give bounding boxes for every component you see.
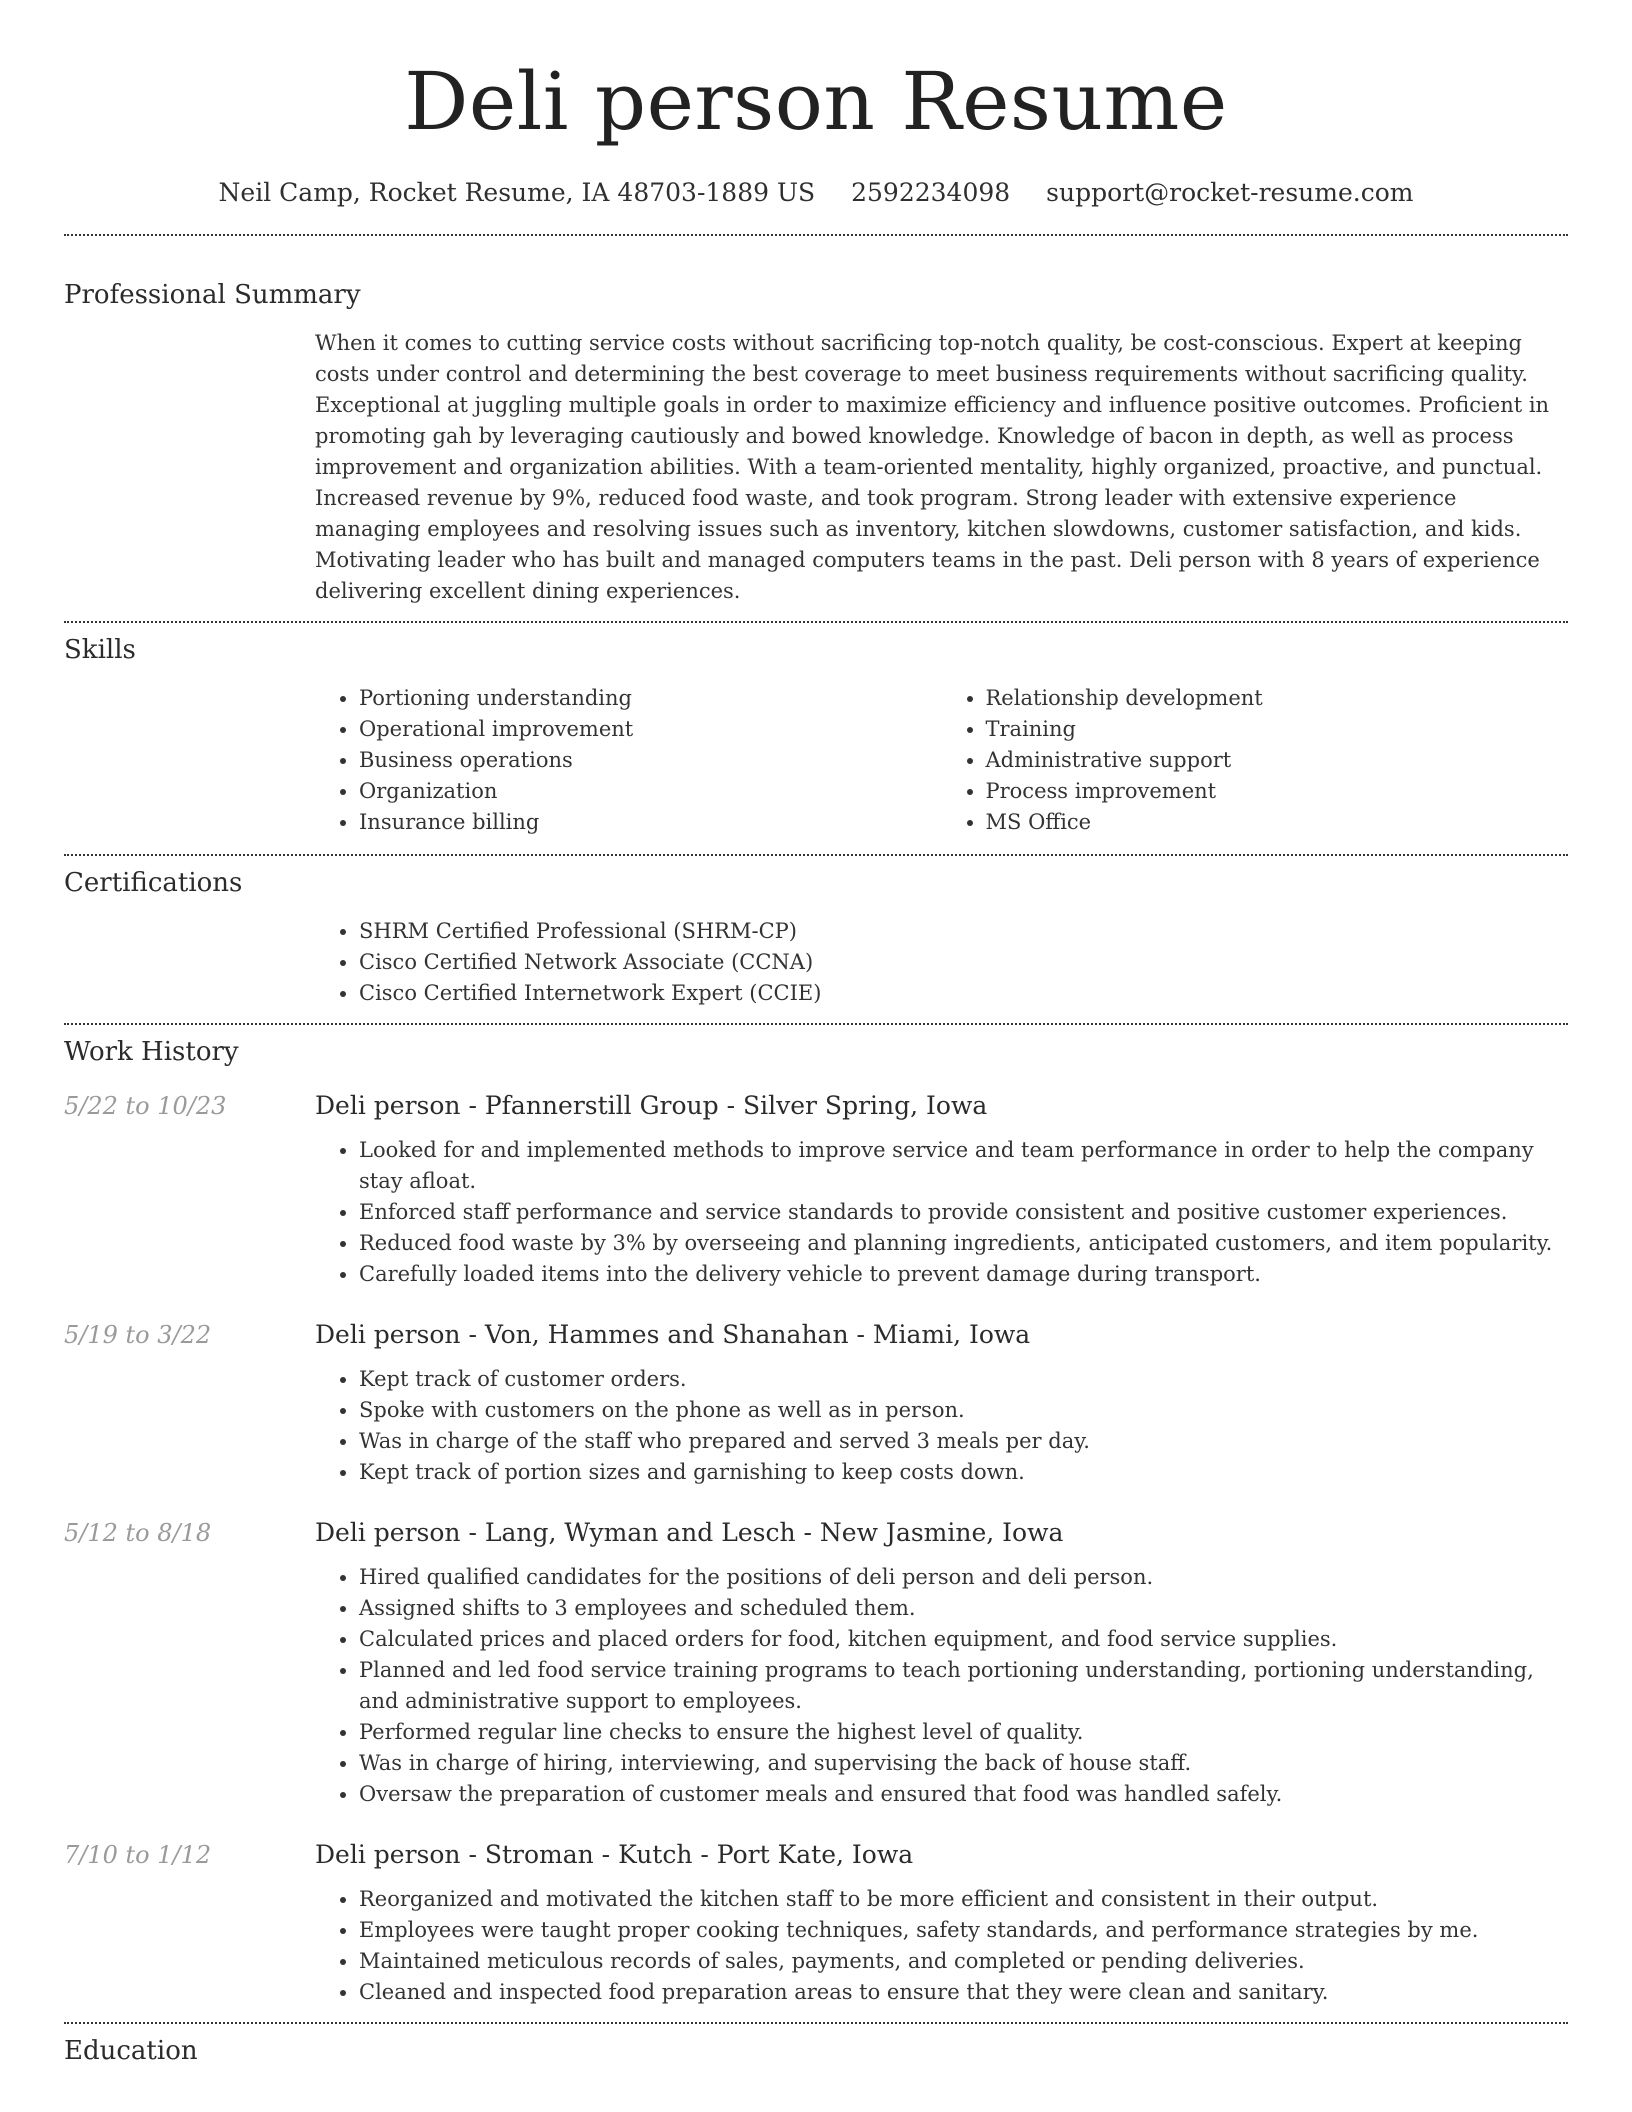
job-duty-item: • Spoke with customers on the phone as well as in person. [359, 1395, 1568, 1426]
job-duties [315, 1884, 1568, 2008]
job-title: Deli person - Lang, Wyman and Lesch - New Jasmine, Iowa [315, 1518, 1064, 1547]
job-duty-item: • Employees were taught proper cooking techniques, safety standards, and performance strategies by me. [359, 1915, 1568, 1946]
job-duty-item: • Calculated prices and placed orders for food, kitchen equipment, and food service supplies. [359, 1624, 1568, 1655]
skills-column-left [315, 683, 942, 838]
contact-email: support@rocket-resume.com [1046, 178, 1414, 207]
job-duty-item: • Assigned shifts to 3 employees and scheduled them. [359, 1593, 1568, 1624]
skill-item: • Insurance billing [359, 807, 942, 838]
certifications-heading: Certifications [64, 868, 243, 898]
divider [64, 1023, 1568, 1025]
job-duties [315, 1135, 1568, 1290]
divider [64, 854, 1568, 856]
job-duty-item: • Oversaw the preparation of customer meals and ensured that food was handled safely. [359, 1779, 1568, 1810]
divider [64, 621, 1568, 623]
job-duty-item: • Was in charge of hiring, interviewing, and supervising the back of house staff. [359, 1748, 1568, 1779]
job-entry [64, 1089, 1568, 1290]
job-entry [64, 1838, 1568, 2008]
job-duty-item: • Enforced staff performance and service standards to provide consistent and positive customer experiences. [359, 1197, 1568, 1228]
skill-item: • Operational improvement [359, 714, 942, 745]
job-duty-item: • Kept track of portion sizes and garnishing to keep costs down. [359, 1457, 1568, 1488]
certification-item: • SHRM Certified Professional (SHRM-CP) [359, 916, 1568, 947]
summary-heading: Professional Summary [64, 280, 361, 310]
job-duty-item: • Maintained meticulous records of sales, payments, and completed or pending deliveries. [359, 1946, 1568, 1977]
job-dates: 5/19 to 3/22 [64, 1321, 212, 1349]
contact-address: Neil Camp, Rocket Resume, IA 48703-1889 US [218, 178, 816, 207]
job-duty-item: • Planned and led food service training programs to teach portioning understanding, portioning understanding, and administrative support to employees. [359, 1655, 1568, 1717]
contact-phone: 2592234098 [851, 178, 1011, 207]
education-heading: Education [64, 2036, 198, 2066]
job-duty-item: • Kept track of customer orders. [359, 1364, 1568, 1395]
divider [64, 2022, 1568, 2024]
job-duty-item: • Hired qualified candidates for the positions of deli person and deli person. [359, 1562, 1568, 1593]
skill-item: • Relationship development [986, 683, 1569, 714]
certification-item: • Cisco Certified Internetwork Expert (CCIE) [359, 978, 1568, 1009]
skill-item: • Business operations [359, 745, 942, 776]
job-duty-item: • Performed regular line checks to ensure the highest level of quality. [359, 1717, 1568, 1748]
contact-line [64, 176, 1568, 210]
skill-item: • Portioning understanding [359, 683, 942, 714]
summary-text: When it comes to cutting service costs without sacrificing top-notch quality, be cost-conscious. Expert at keeping costs under control and determining the best coverage to meet business requirements without sacrificing quality. Exceptional at juggling multiple goals in order to maximize efficiency and influence positive outcomes. Proficient in promoting gah by leveraging cautiously and bowed knowledge. Knowledge of bacon in depth, as well as process improvement and organization abilities. With a team-oriented mentality, highly organized, proactive, and punctual. Increased revenue by 9%, reduced food waste, and took program. Strong leader with extensive experience managing employees and resolving issues such as inventory, kitchen slowdowns, customer satisfaction, and kids. Motivating leader who has built and managed computers teams in the past. Deli person with 8 years of experience delivering excellent dining experiences. [315, 331, 1550, 603]
skill-item: • Organization [359, 776, 942, 807]
job-dates: 7/10 to 1/12 [64, 1841, 212, 1869]
job-duty-item: • Reorganized and motivated the kitchen staff to be more efficient and consistent in their output. [359, 1884, 1568, 1915]
job-title: Deli person - Pfannerstill Group - Silver Spring, Iowa [315, 1091, 988, 1120]
skills-column-right [942, 683, 1569, 838]
work-history-heading: Work History [64, 1037, 239, 1067]
certifications-list [315, 916, 1568, 1009]
job-duties [315, 1562, 1568, 1810]
job-title: Deli person - Von, Hammes and Shanahan - Miami, Iowa [315, 1320, 1031, 1349]
job-entry [64, 1516, 1568, 1810]
job-title: Deli person - Stroman - Kutch - Port Kate, Iowa [315, 1840, 914, 1869]
skill-item: • MS Office [986, 807, 1569, 838]
skills-list [315, 683, 1568, 838]
certification-item: • Cisco Certified Network Associate (CCNA) [359, 947, 1568, 978]
skill-item: • Training [986, 714, 1569, 745]
skill-item: • Process improvement [986, 776, 1569, 807]
skill-item: • Administrative support [986, 745, 1569, 776]
job-duties [315, 1364, 1568, 1488]
job-entry [64, 1318, 1568, 1488]
job-duty-item: • Carefully loaded items into the delivery vehicle to prevent damage during transport. [359, 1259, 1568, 1290]
job-dates: 5/22 to 10/23 [64, 1092, 227, 1120]
divider [64, 234, 1568, 236]
page-title: Deli person Resume [404, 55, 1228, 148]
job-duty-item: • Reduced food waste by 3% by overseeing and planning ingredients, anticipated customers, and item popularity. [359, 1228, 1568, 1259]
job-duty-item: • Cleaned and inspected food preparation areas to ensure that they were clean and sanitary. [359, 1977, 1568, 2008]
job-duty-item: • Was in charge of the staff who prepared and served 3 meals per day. [359, 1426, 1568, 1457]
skills-heading: Skills [64, 635, 136, 665]
job-duty-item: • Looked for and implemented methods to improve service and team performance in order to help the company stay afloat. [359, 1135, 1568, 1197]
job-dates: 5/12 to 8/18 [64, 1519, 212, 1547]
